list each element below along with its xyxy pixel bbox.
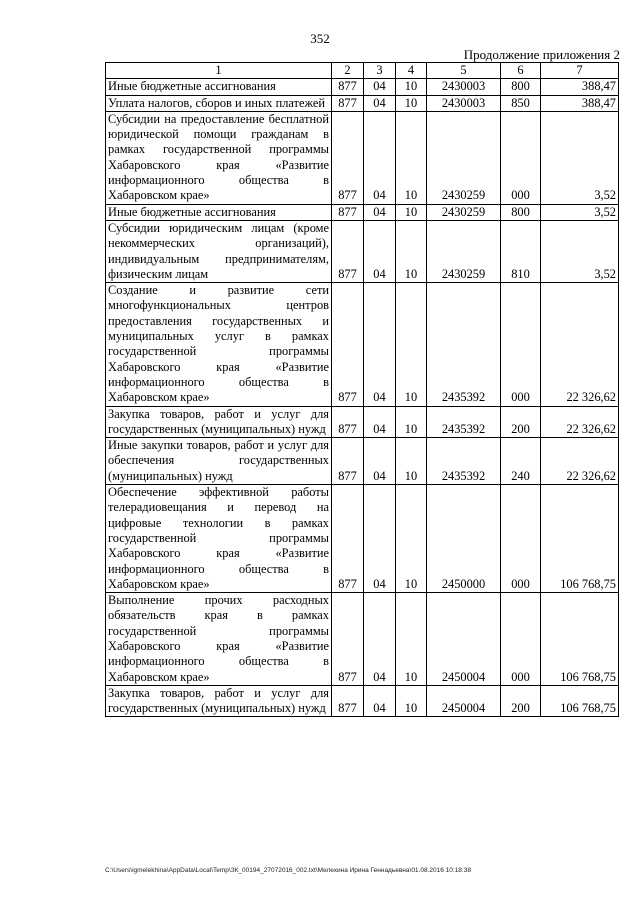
continuation-label: Продолжение приложения 2 [463, 47, 620, 62]
value-cell: 2430259 [427, 111, 501, 204]
value-cell: 04 [364, 593, 396, 686]
value-cell: 10 [396, 95, 427, 111]
value-cell: 000 [501, 485, 541, 593]
value-cell: 240 [501, 438, 541, 485]
header-cell: 4 [396, 63, 427, 79]
value-cell: 10 [396, 438, 427, 485]
value-cell: 388,47 [541, 79, 619, 95]
value-cell: 04 [364, 220, 396, 282]
expense-name-cell: Иные закупки товаров, работ и услуг для обеспечения государственных (муниципальных) нужд [106, 438, 332, 485]
expense-name-cell: Выполнение прочих расходных обязательств края в рамках государственной программы Хабаровского края «Развитие информационного общества в Хабаровском крае» [106, 593, 332, 686]
value-cell: 106 768,75 [541, 685, 619, 717]
value-cell: 22 326,62 [541, 406, 619, 438]
value-cell: 04 [364, 79, 396, 95]
value-cell: 2430259 [427, 220, 501, 282]
expense-name-cell: Обеспечение эффективной работы телерадиовещания и перевод на цифровые технологии в рамках государственной программы Хабаровского края «Развитие информационного общества в Хабаровском крае» [106, 485, 332, 593]
value-cell: 877 [332, 204, 364, 220]
value-cell: 850 [501, 95, 541, 111]
page-number: 352 [310, 31, 330, 46]
table-row [106, 283, 619, 406]
expense-name-cell: Создание и развитие сети многофункциональных центров предоставления государственных и муниципальных услуг в рамках государственной программы Хабаровского края «Развитие информационного общества в Хабаровском крае» [106, 283, 332, 406]
value-cell: 388,47 [541, 95, 619, 111]
value-cell: 2450004 [427, 593, 501, 686]
expense-name-cell: Субсидии на предоставление бесплатной юридической помощи гражданам в рамках государственной программы Хабаровского края «Развитие информационного общества в Хабаровском крае» [106, 111, 332, 204]
value-cell: 877 [332, 406, 364, 438]
value-cell: 877 [332, 438, 364, 485]
value-cell: 000 [501, 593, 541, 686]
value-cell: 000 [501, 111, 541, 204]
value-cell: 04 [364, 438, 396, 485]
value-cell: 877 [332, 220, 364, 282]
header-cell: 7 [541, 63, 619, 79]
value-cell: 3,52 [541, 111, 619, 204]
value-cell: 3,52 [541, 204, 619, 220]
header-cell: 5 [427, 63, 501, 79]
value-cell: 2430003 [427, 79, 501, 95]
value-cell: 04 [364, 485, 396, 593]
value-cell: 877 [332, 283, 364, 406]
value-cell: 22 326,62 [541, 438, 619, 485]
value-cell: 10 [396, 406, 427, 438]
value-cell: 2435392 [427, 438, 501, 485]
value-cell: 877 [332, 685, 364, 717]
table-row [106, 204, 619, 220]
table-row [106, 79, 619, 95]
value-cell: 10 [396, 220, 427, 282]
value-cell: 2430259 [427, 204, 501, 220]
value-cell: 10 [396, 593, 427, 686]
value-cell: 877 [332, 485, 364, 593]
value-cell: 000 [501, 283, 541, 406]
budget-table [105, 62, 619, 717]
value-cell: 10 [396, 79, 427, 95]
value-cell: 10 [396, 204, 427, 220]
header-cell: 6 [501, 63, 541, 79]
value-cell: 10 [396, 685, 427, 717]
header-cell: 1 [106, 63, 332, 79]
table-row [106, 485, 619, 593]
value-cell: 200 [501, 685, 541, 717]
table-row [106, 593, 619, 686]
expense-name-cell: Закупка товаров, работ и услуг для государственных (муниципальных) нужд [106, 685, 332, 717]
expense-name-cell: Иные бюджетные ассигнования [106, 79, 332, 95]
value-cell: 200 [501, 406, 541, 438]
expense-name-cell: Закупка товаров, работ и услуг для государственных (муниципальных) нужд [106, 406, 332, 438]
value-cell: 106 768,75 [541, 485, 619, 593]
header-cell: 3 [364, 63, 396, 79]
value-cell: 106 768,75 [541, 593, 619, 686]
expense-name-cell: Иные бюджетные ассигнования [106, 204, 332, 220]
value-cell: 2435392 [427, 406, 501, 438]
file-path-footer: C:\Users\igmelekhina\AppData\Local\Temp\ЗК_00194_27072016_002.txt\Мелехина Ирина Геннадьевна\01.08.2016 10:18:38 [105, 867, 471, 874]
table-row [106, 685, 619, 717]
value-cell: 810 [501, 220, 541, 282]
value-cell: 800 [501, 79, 541, 95]
header-cell: 2 [332, 63, 364, 79]
value-cell: 04 [364, 95, 396, 111]
expense-name-cell: Субсидии юридическим лицам (кроме некоммерческих организаций), индивидуальным предпринимателям, физическим лицам [106, 220, 332, 282]
value-cell: 10 [396, 111, 427, 204]
value-cell: 800 [501, 204, 541, 220]
table-row [106, 438, 619, 485]
value-cell: 04 [364, 111, 396, 204]
table-row [106, 95, 619, 111]
value-cell: 04 [364, 204, 396, 220]
value-cell: 04 [364, 283, 396, 406]
value-cell: 22 326,62 [541, 283, 619, 406]
value-cell: 3,52 [541, 220, 619, 282]
value-cell: 877 [332, 593, 364, 686]
value-cell: 04 [364, 685, 396, 717]
value-cell: 10 [396, 485, 427, 593]
value-cell: 10 [396, 283, 427, 406]
value-cell: 04 [364, 406, 396, 438]
value-cell: 877 [332, 95, 364, 111]
value-cell: 2430003 [427, 95, 501, 111]
value-cell: 2450000 [427, 485, 501, 593]
table-row [106, 220, 619, 282]
value-cell: 877 [332, 111, 364, 204]
expense-name-cell: Уплата налогов, сборов и иных платежей [106, 95, 332, 111]
table-row [106, 111, 619, 204]
value-cell: 877 [332, 79, 364, 95]
value-cell: 2450004 [427, 685, 501, 717]
table-header-row [106, 63, 619, 79]
table-row [106, 406, 619, 438]
value-cell: 2435392 [427, 283, 501, 406]
